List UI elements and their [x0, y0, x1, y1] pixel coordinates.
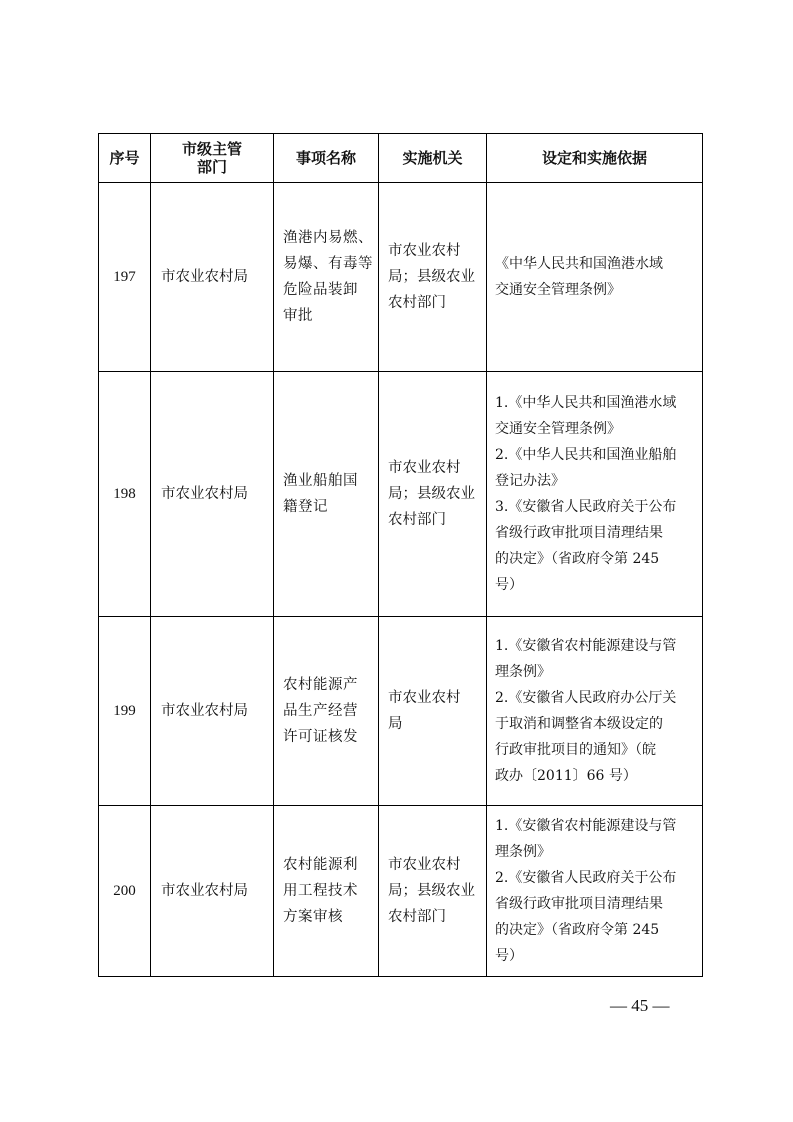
- row-agency-cell: [379, 617, 487, 806]
- row-item: 渔业船舶国 籍登记: [283, 473, 358, 515]
- row-basis-cell: [487, 372, 703, 617]
- row-basis-cell: [487, 806, 703, 977]
- row-basis: 1.《安徽省农村能源建设与管 理条例》 2.《安徽省人民政府关于公布 省级行政审批项目清理结果 的决定》（省政府令第 245 号）: [495, 818, 677, 964]
- row-basis: 1.《中华人民共和国渔港水域 交通安全管理条例》 2.《中华人民共和国渔业船舶 登记办法》 3.《安徽省人民政府关于公布 省级行政审批项目清理结果 的决定》（省政府令第 245 号）: [495, 395, 677, 593]
- row-agency-cell: [379, 372, 487, 617]
- row-seq: 199: [99, 617, 151, 806]
- row-agency: 市农业农村 局: [388, 690, 461, 732]
- row-dept-cell: [151, 372, 274, 617]
- row-dept-cell: [151, 183, 274, 372]
- row-agency-cell: [379, 806, 487, 977]
- table-row: [99, 617, 703, 806]
- row-agency-cell: [379, 183, 487, 372]
- row-dept: 市农业农村局: [161, 883, 248, 899]
- row-basis: 1.《安徽省农村能源建设与管 理条例》 2.《安徽省人民政府办公厅关 于取消和调整省本级设定的 行政审批项目的通知》（皖 政办〔2011〕66 号）: [495, 638, 677, 784]
- page-number: — 45 —: [610, 996, 670, 1015]
- row-seq: 198: [99, 372, 151, 617]
- table-row: [99, 183, 703, 372]
- row-seq: 197: [99, 183, 151, 372]
- row-item-cell: [274, 183, 379, 372]
- row-agency: 市农业农村 局；县级农业 农村部门: [388, 460, 475, 528]
- header-dept: 市级主管 部门: [151, 134, 274, 183]
- table-row: [99, 806, 703, 977]
- row-dept-cell: [151, 617, 274, 806]
- table-row: [99, 372, 703, 617]
- row-item-cell: [274, 806, 379, 977]
- row-basis: 《中华人民共和国渔港水域 交通安全管理条例》: [495, 256, 663, 298]
- row-basis-cell: [487, 183, 703, 372]
- row-item-cell: [274, 372, 379, 617]
- approval-items-table: [98, 133, 703, 977]
- row-basis-cell: [487, 617, 703, 806]
- header-item: 事项名称: [274, 134, 379, 183]
- row-item-cell: [274, 617, 379, 806]
- row-agency: 市农业农村 局；县级农业 农村部门: [388, 243, 475, 311]
- header-seq: 序号: [99, 134, 151, 183]
- row-dept: 市农业农村局: [161, 269, 248, 285]
- row-agency: 市农业农村 局；县级农业 农村部门: [388, 857, 475, 925]
- row-item: 农村能源产 品生产经营 许可证核发: [283, 677, 358, 745]
- row-dept-cell: [151, 806, 274, 977]
- header-agency: 实施机关: [379, 134, 487, 183]
- table-header-row: [99, 134, 703, 183]
- header-basis: 设定和实施依据: [487, 134, 703, 183]
- row-dept: 市农业农村局: [161, 703, 248, 719]
- row-item: 渔港内易燃、 易爆、有毒等 危险品装卸 审批: [283, 230, 373, 324]
- row-item: 农村能源利 用工程技术 方案审核: [283, 857, 358, 925]
- row-seq: 200: [99, 806, 151, 977]
- row-dept: 市农业农村局: [161, 486, 248, 502]
